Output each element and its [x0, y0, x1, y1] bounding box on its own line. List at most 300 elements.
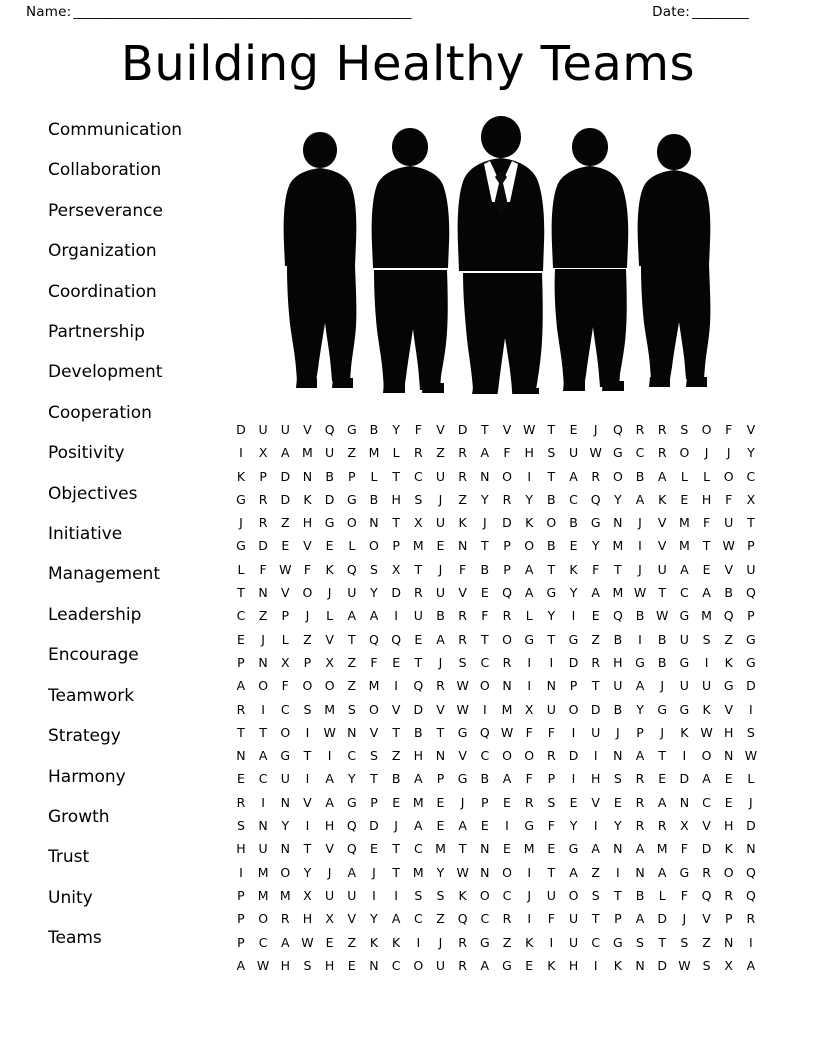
grid-cell[interactable]: Q: [502, 585, 513, 601]
grid-cell[interactable]: T: [547, 631, 556, 647]
grid-cell[interactable]: E: [569, 794, 578, 810]
grid-cell[interactable]: J: [482, 515, 487, 531]
grid-cell[interactable]: V: [303, 422, 313, 437]
grid-cell[interactable]: V: [746, 422, 756, 437]
grid-cell[interactable]: I: [527, 678, 532, 694]
grid-cell[interactable]: N: [635, 957, 645, 973]
grid-cell[interactable]: U: [591, 724, 601, 740]
word-list-item[interactable]: Strategy: [48, 726, 121, 747]
grid-cell[interactable]: U: [413, 608, 424, 624]
grid-cell[interactable]: A: [236, 678, 246, 694]
grid-cell[interactable]: I: [527, 911, 532, 927]
grid-cell[interactable]: O: [479, 887, 491, 903]
grid-cell[interactable]: B: [369, 491, 379, 507]
grid-cell[interactable]: B: [369, 422, 379, 437]
grid-cell[interactable]: Q: [723, 608, 734, 624]
grid-cell[interactable]: R: [236, 701, 246, 717]
grid-cell[interactable]: T: [547, 561, 556, 577]
grid-cell[interactable]: B: [724, 585, 734, 601]
grid-cell[interactable]: O: [258, 678, 269, 694]
grid-cell[interactable]: B: [414, 724, 423, 740]
grid-cell[interactable]: Q: [346, 561, 358, 577]
grid-cell[interactable]: V: [657, 538, 667, 554]
grid-cell[interactable]: N: [258, 818, 269, 834]
grid-cell[interactable]: F: [525, 771, 534, 787]
grid-cell[interactable]: B: [547, 538, 556, 554]
grid-cell[interactable]: T: [614, 561, 622, 577]
grid-cell[interactable]: G: [679, 608, 690, 624]
grid-cell[interactable]: N: [724, 934, 734, 950]
grid-cell[interactable]: O: [346, 515, 358, 531]
grid-cell[interactable]: E: [480, 585, 490, 601]
grid-cell[interactable]: R: [591, 468, 601, 484]
grid-cell[interactable]: Y: [591, 538, 600, 554]
grid-cell[interactable]: G: [524, 631, 535, 647]
grid-cell[interactable]: W: [256, 957, 270, 973]
grid-cell[interactable]: E: [325, 934, 334, 950]
grid-cell[interactable]: S: [680, 422, 689, 437]
grid-cell[interactable]: U: [701, 678, 712, 694]
grid-cell[interactable]: C: [635, 445, 645, 461]
grid-cell[interactable]: I: [305, 724, 310, 740]
grid-cell[interactable]: R: [502, 654, 512, 670]
grid-cell[interactable]: W: [744, 748, 758, 764]
grid-cell[interactable]: Q: [612, 608, 624, 624]
grid-cell[interactable]: P: [392, 538, 401, 554]
grid-cell[interactable]: R: [458, 934, 468, 950]
grid-cell[interactable]: X: [746, 491, 756, 507]
grid-cell[interactable]: N: [280, 841, 291, 857]
grid-cell[interactable]: L: [392, 445, 400, 461]
grid-cell[interactable]: R: [724, 887, 734, 903]
grid-cell[interactable]: G: [524, 818, 535, 834]
grid-cell[interactable]: V: [391, 701, 401, 717]
grid-cell[interactable]: I: [239, 864, 244, 880]
grid-cell[interactable]: R: [524, 794, 534, 810]
grid-cell[interactable]: P: [614, 911, 622, 927]
grid-cell[interactable]: R: [458, 957, 468, 973]
grid-cell[interactable]: E: [436, 818, 445, 834]
grid-cell[interactable]: X: [325, 654, 335, 670]
grid-cell[interactable]: N: [546, 678, 557, 694]
grid-cell[interactable]: W: [522, 422, 536, 437]
grid-cell[interactable]: I: [616, 864, 620, 880]
grid-cell[interactable]: W: [500, 724, 514, 740]
grid-cell[interactable]: P: [636, 724, 645, 740]
grid-cell[interactable]: T: [591, 678, 600, 694]
grid-cell[interactable]: S: [303, 957, 312, 973]
grid-cell[interactable]: T: [237, 585, 246, 601]
grid-cell[interactable]: E: [503, 794, 512, 810]
grid-cell[interactable]: Q: [745, 864, 757, 880]
grid-cell[interactable]: H: [324, 818, 335, 834]
grid-cell[interactable]: B: [325, 468, 335, 484]
grid-cell[interactable]: V: [724, 561, 734, 577]
grid-cell[interactable]: T: [392, 724, 401, 740]
grid-cell[interactable]: V: [458, 748, 468, 764]
grid-cell[interactable]: A: [591, 841, 601, 857]
grid-cell[interactable]: O: [723, 468, 734, 484]
grid-cell[interactable]: I: [239, 445, 244, 461]
grid-cell[interactable]: A: [635, 678, 645, 694]
grid-cell[interactable]: P: [259, 468, 268, 484]
grid-cell[interactable]: K: [369, 934, 379, 950]
grid-cell[interactable]: U: [613, 678, 623, 694]
grid-cell[interactable]: P: [547, 771, 556, 787]
grid-cell[interactable]: J: [704, 445, 709, 461]
grid-cell[interactable]: E: [547, 841, 556, 857]
grid-cell[interactable]: P: [436, 771, 445, 787]
grid-cell[interactable]: V: [303, 538, 313, 554]
grid-cell[interactable]: F: [680, 887, 689, 903]
grid-cell[interactable]: N: [369, 515, 379, 531]
grid-cell[interactable]: A: [281, 934, 290, 950]
grid-cell[interactable]: U: [679, 678, 690, 694]
grid-cell[interactable]: E: [347, 957, 357, 973]
grid-cell[interactable]: O: [524, 748, 535, 764]
grid-cell[interactable]: U: [546, 887, 557, 903]
grid-cell[interactable]: I: [571, 724, 576, 740]
grid-cell[interactable]: M: [412, 864, 424, 880]
grid-cell[interactable]: O: [502, 864, 513, 880]
grid-cell[interactable]: A: [635, 748, 645, 764]
grid-cell[interactable]: G: [346, 794, 357, 810]
grid-cell[interactable]: B: [436, 608, 446, 624]
grid-cell[interactable]: U: [435, 585, 446, 601]
grid-cell[interactable]: I: [749, 701, 754, 717]
grid-cell[interactable]: L: [326, 608, 334, 624]
grid-cell[interactable]: R: [458, 445, 468, 461]
grid-cell[interactable]: X: [414, 515, 423, 531]
grid-cell[interactable]: E: [281, 538, 290, 554]
grid-cell[interactable]: N: [635, 864, 645, 880]
word-list-item[interactable]: Development: [48, 362, 163, 383]
grid-cell[interactable]: Z: [347, 934, 357, 950]
grid-cell[interactable]: G: [590, 515, 601, 531]
grid-cell[interactable]: J: [660, 678, 665, 694]
grid-cell[interactable]: K: [569, 561, 578, 577]
word-list-item[interactable]: Objectives: [48, 483, 138, 504]
grid-cell[interactable]: A: [281, 445, 290, 461]
grid-cell[interactable]: Y: [569, 585, 578, 601]
grid-cell[interactable]: R: [657, 445, 667, 461]
grid-cell[interactable]: I: [527, 864, 532, 880]
grid-cell[interactable]: P: [747, 608, 755, 624]
grid-cell[interactable]: T: [370, 771, 379, 787]
grid-cell[interactable]: T: [392, 841, 401, 857]
grid-cell[interactable]: U: [347, 585, 357, 601]
grid-cell[interactable]: I: [416, 934, 421, 950]
grid-cell[interactable]: G: [679, 701, 690, 717]
grid-cell[interactable]: T: [702, 538, 711, 554]
grid-cell[interactable]: P: [303, 654, 312, 670]
grid-cell[interactable]: G: [479, 934, 490, 950]
grid-cell[interactable]: E: [658, 771, 667, 787]
grid-cell[interactable]: V: [724, 701, 734, 717]
grid-cell[interactable]: I: [571, 608, 576, 624]
grid-cell[interactable]: A: [702, 771, 712, 787]
word-search-grid[interactable]: [230, 418, 762, 977]
grid-cell[interactable]: E: [525, 957, 534, 973]
grid-cell[interactable]: J: [616, 724, 620, 740]
grid-cell[interactable]: N: [258, 585, 269, 601]
grid-cell[interactable]: I: [482, 701, 487, 717]
grid-cell[interactable]: C: [480, 654, 490, 670]
grid-cell[interactable]: Q: [346, 841, 358, 857]
grid-cell[interactable]: D: [568, 654, 579, 670]
grid-cell[interactable]: W: [656, 608, 669, 624]
grid-cell[interactable]: T: [747, 515, 755, 531]
grid-cell[interactable]: A: [635, 841, 645, 857]
grid-cell[interactable]: N: [746, 841, 756, 857]
grid-cell[interactable]: H: [701, 491, 712, 507]
grid-cell[interactable]: C: [702, 794, 712, 810]
grid-cell[interactable]: L: [658, 887, 666, 903]
grid-cell[interactable]: V: [436, 422, 446, 437]
word-list-item[interactable]: Coordination: [48, 281, 157, 302]
grid-cell[interactable]: R: [458, 608, 468, 624]
grid-cell[interactable]: N: [369, 957, 379, 973]
grid-cell[interactable]: Q: [413, 678, 424, 694]
grid-cell[interactable]: G: [613, 445, 623, 461]
grid-cell[interactable]: N: [679, 794, 690, 810]
grid-cell[interactable]: A: [236, 957, 246, 973]
grid-cell[interactable]: N: [480, 468, 490, 484]
grid-cell[interactable]: Y: [347, 771, 356, 787]
grid-cell[interactable]: V: [657, 515, 667, 531]
grid-cell[interactable]: V: [369, 724, 379, 740]
grid-cell[interactable]: F: [525, 724, 534, 740]
grid-cell[interactable]: C: [258, 771, 268, 787]
grid-cell[interactable]: H: [391, 491, 402, 507]
grid-cell[interactable]: F: [680, 841, 689, 857]
grid-cell[interactable]: H: [724, 818, 734, 834]
grid-cell[interactable]: E: [414, 631, 423, 647]
grid-cell[interactable]: R: [413, 445, 423, 461]
grid-cell[interactable]: W: [456, 701, 470, 717]
grid-cell[interactable]: A: [480, 445, 490, 461]
grid-cell[interactable]: T: [481, 422, 489, 437]
grid-cell[interactable]: Z: [258, 608, 268, 624]
grid-cell[interactable]: O: [302, 678, 313, 694]
grid-cell[interactable]: S: [680, 934, 689, 950]
grid-cell[interactable]: L: [370, 468, 378, 484]
grid-cell[interactable]: X: [258, 445, 268, 461]
grid-cell[interactable]: J: [394, 818, 399, 834]
word-list-item[interactable]: Unity: [48, 887, 93, 908]
grid-cell[interactable]: Q: [612, 422, 624, 437]
grid-cell[interactable]: R: [258, 491, 268, 507]
grid-cell[interactable]: R: [657, 422, 667, 437]
grid-cell[interactable]: T: [658, 585, 667, 601]
grid-cell[interactable]: F: [725, 422, 733, 437]
grid-cell[interactable]: B: [635, 887, 645, 903]
grid-cell[interactable]: M: [656, 841, 668, 857]
grid-cell[interactable]: J: [749, 794, 754, 810]
grid-cell[interactable]: U: [546, 701, 557, 717]
grid-cell[interactable]: S: [369, 561, 379, 577]
grid-cell[interactable]: M: [302, 445, 314, 461]
grid-cell[interactable]: Q: [479, 724, 491, 740]
grid-cell[interactable]: P: [724, 911, 733, 927]
grid-cell[interactable]: T: [481, 538, 489, 554]
grid-cell[interactable]: X: [280, 654, 290, 670]
grid-cell[interactable]: Y: [281, 818, 290, 834]
word-list-item[interactable]: Positivity: [48, 443, 125, 464]
grid-cell[interactable]: Y: [481, 491, 489, 507]
grid-cell[interactable]: L: [680, 468, 689, 484]
grid-cell[interactable]: T: [458, 841, 467, 857]
grid-cell[interactable]: N: [613, 515, 623, 531]
grid-cell[interactable]: N: [302, 468, 313, 484]
grid-cell[interactable]: I: [593, 818, 598, 834]
grid-cell[interactable]: C: [280, 701, 290, 717]
grid-cell[interactable]: J: [527, 887, 532, 903]
grid-cell[interactable]: U: [679, 631, 690, 647]
grid-cell[interactable]: Y: [436, 864, 445, 880]
grid-cell[interactable]: F: [481, 608, 489, 624]
grid-cell[interactable]: T: [658, 748, 667, 764]
grid-cell[interactable]: Z: [347, 654, 357, 670]
grid-cell[interactable]: I: [593, 957, 598, 973]
grid-cell[interactable]: A: [436, 631, 446, 647]
grid-cell[interactable]: Q: [457, 911, 468, 927]
grid-cell[interactable]: S: [547, 445, 556, 461]
grid-cell[interactable]: E: [569, 538, 578, 554]
grid-cell[interactable]: A: [258, 748, 268, 764]
grid-cell[interactable]: M: [368, 445, 380, 461]
grid-cell[interactable]: P: [237, 911, 245, 927]
grid-cell[interactable]: N: [724, 748, 734, 764]
grid-cell[interactable]: I: [593, 748, 598, 764]
grid-cell[interactable]: M: [412, 538, 424, 554]
grid-cell[interactable]: F: [725, 491, 733, 507]
grid-cell[interactable]: R: [635, 422, 645, 437]
grid-cell[interactable]: G: [679, 654, 690, 670]
grid-cell[interactable]: D: [657, 957, 668, 973]
grid-cell[interactable]: I: [527, 468, 532, 484]
grid-cell[interactable]: I: [505, 818, 510, 834]
grid-cell[interactable]: S: [303, 701, 312, 717]
grid-cell[interactable]: W: [456, 678, 470, 694]
grid-cell[interactable]: N: [480, 864, 490, 880]
grid-cell[interactable]: T: [259, 724, 268, 740]
grid-cell[interactable]: R: [702, 864, 712, 880]
grid-cell[interactable]: N: [613, 748, 623, 764]
grid-cell[interactable]: A: [591, 585, 601, 601]
word-list-item[interactable]: Collaboration: [48, 160, 162, 181]
grid-cell[interactable]: U: [724, 515, 734, 531]
grid-cell[interactable]: T: [303, 841, 312, 857]
word-list-item[interactable]: Cooperation: [48, 402, 152, 423]
grid-cell[interactable]: F: [592, 561, 600, 577]
grid-cell[interactable]: A: [657, 794, 667, 810]
grid-cell[interactable]: T: [658, 934, 667, 950]
grid-cell[interactable]: I: [261, 794, 266, 810]
grid-cell[interactable]: V: [347, 911, 357, 927]
grid-cell[interactable]: E: [613, 794, 623, 810]
grid-cell[interactable]: B: [613, 701, 623, 717]
grid-cell[interactable]: G: [324, 515, 335, 531]
grid-cell[interactable]: T: [614, 887, 622, 903]
grid-cell[interactable]: O: [280, 864, 291, 880]
grid-cell[interactable]: L: [703, 468, 711, 484]
grid-cell[interactable]: J: [438, 561, 443, 577]
grid-cell[interactable]: D: [701, 841, 712, 857]
grid-cell[interactable]: O: [324, 678, 335, 694]
grid-cell[interactable]: E: [392, 794, 401, 810]
grid-cell[interactable]: F: [303, 561, 312, 577]
grid-cell[interactable]: I: [261, 701, 266, 717]
grid-cell[interactable]: B: [657, 631, 667, 647]
grid-cell[interactable]: R: [635, 771, 645, 787]
grid-cell[interactable]: G: [635, 654, 646, 670]
grid-cell[interactable]: C: [746, 468, 756, 484]
grid-cell[interactable]: J: [682, 911, 687, 927]
grid-cell[interactable]: O: [502, 631, 513, 647]
grid-cell[interactable]: K: [525, 515, 534, 531]
grid-cell[interactable]: H: [413, 748, 424, 764]
grid-cell[interactable]: P: [237, 934, 245, 950]
grid-cell[interactable]: T: [547, 422, 556, 437]
grid-cell[interactable]: I: [327, 748, 332, 764]
grid-cell[interactable]: O: [701, 748, 712, 764]
grid-cell[interactable]: E: [236, 631, 246, 647]
word-list-item[interactable]: Trust: [48, 847, 90, 868]
grid-cell[interactable]: Y: [303, 864, 312, 880]
grid-cell[interactable]: V: [436, 701, 446, 717]
grid-cell[interactable]: Z: [702, 934, 712, 950]
grid-cell[interactable]: G: [657, 701, 668, 717]
grid-cell[interactable]: A: [569, 864, 579, 880]
grid-cell[interactable]: E: [702, 561, 711, 577]
grid-cell[interactable]: Q: [590, 491, 601, 507]
grid-cell[interactable]: S: [236, 818, 246, 834]
grid-cell[interactable]: E: [724, 771, 733, 787]
grid-cell[interactable]: O: [502, 468, 513, 484]
grid-cell[interactable]: R: [502, 911, 512, 927]
grid-cell[interactable]: O: [413, 957, 424, 973]
grid-cell[interactable]: G: [346, 491, 357, 507]
grid-cell[interactable]: K: [236, 468, 246, 484]
grid-cell[interactable]: D: [679, 771, 690, 787]
grid-cell[interactable]: E: [392, 654, 401, 670]
grid-cell[interactable]: G: [457, 771, 468, 787]
grid-cell[interactable]: A: [657, 864, 667, 880]
grid-cell[interactable]: W: [279, 561, 292, 577]
grid-cell[interactable]: U: [325, 887, 335, 903]
grid-cell[interactable]: W: [323, 724, 337, 740]
grid-cell[interactable]: G: [679, 864, 690, 880]
grid-cell[interactable]: W: [301, 934, 314, 950]
grid-cell[interactable]: H: [280, 957, 291, 973]
grid-cell[interactable]: K: [392, 934, 401, 950]
grid-cell[interactable]: H: [324, 957, 335, 973]
grid-cell[interactable]: I: [682, 748, 687, 764]
grid-cell[interactable]: Y: [525, 491, 534, 507]
grid-cell[interactable]: F: [547, 911, 556, 927]
grid-cell[interactable]: Y: [547, 608, 556, 624]
grid-cell[interactable]: Q: [745, 887, 757, 903]
grid-cell[interactable]: T: [392, 864, 401, 880]
grid-cell[interactable]: D: [324, 491, 335, 507]
grid-cell[interactable]: H: [568, 957, 579, 973]
grid-cell[interactable]: C: [502, 887, 512, 903]
grid-cell[interactable]: R: [280, 911, 290, 927]
grid-cell[interactable]: V: [458, 585, 468, 601]
grid-cell[interactable]: O: [546, 515, 557, 531]
grid-cell[interactable]: C: [480, 911, 490, 927]
